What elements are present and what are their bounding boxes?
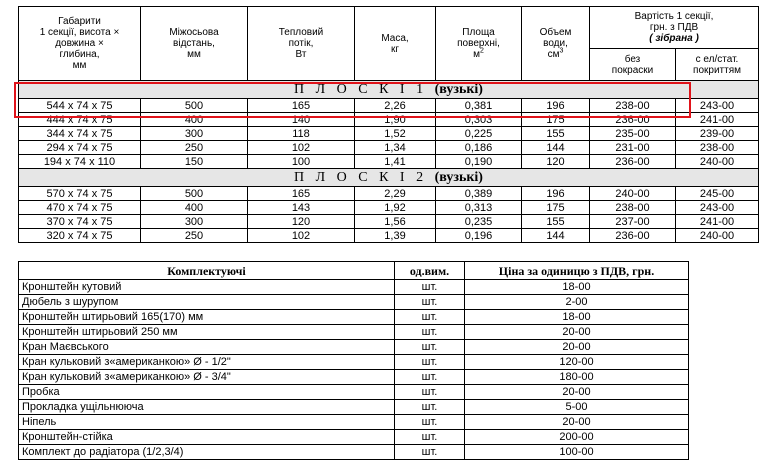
table-cell: 0,186: [436, 141, 522, 155]
table-cell: 1,34: [355, 141, 436, 155]
accessory-name: Пробка: [19, 385, 395, 400]
group-title-text: П Л О С К І 2: [294, 169, 428, 185]
accessory-name: Кронштейн штирьовий 165(170) мм: [19, 310, 395, 325]
header-axis-distance: Міжосьова відстань, мм: [141, 7, 248, 81]
table-cell: 294 x 74 x 75: [19, 141, 141, 155]
accessory-row: [19, 430, 689, 445]
table-cell: 2,29: [355, 187, 436, 201]
table-cell: 102: [248, 229, 355, 243]
accessory-row: [19, 355, 689, 370]
header-unit: од.вим.: [395, 262, 465, 280]
table-cell: 1,56: [355, 215, 436, 229]
header-heat-output: Тепловий потік, Вт: [248, 7, 355, 81]
table-cell: 0,313: [436, 201, 522, 215]
table-cell: 231-00: [590, 141, 676, 155]
table-cell: 344 x 74 x 75: [19, 127, 141, 141]
table-cell: 1,52: [355, 127, 436, 141]
accessory-row: [19, 400, 689, 415]
table-cell: 0,303: [436, 113, 522, 127]
table-cell: 570 x 74 x 75: [19, 187, 141, 201]
table-cell: 240-00: [676, 229, 759, 243]
group-title-suffix: (вузькі): [434, 81, 483, 97]
accessory-name: Ніпель: [19, 415, 395, 430]
group-title: [19, 81, 759, 99]
table-cell: 1,92: [355, 201, 436, 215]
table-cell: 370 x 74 x 75: [19, 215, 141, 229]
table-cell: 144: [522, 229, 590, 243]
accessory-unit: шт.: [395, 415, 465, 430]
table-row: [19, 141, 759, 155]
table-cell: 239-00: [676, 127, 759, 141]
table-cell: 320 x 74 x 75: [19, 229, 141, 243]
table-cell: 245-00: [676, 187, 759, 201]
table-cell: 0,196: [436, 229, 522, 243]
group-title: [19, 169, 759, 187]
accessory-row: [19, 295, 689, 310]
table-cell: 250: [141, 229, 248, 243]
accessory-price: 5-00: [465, 400, 689, 415]
accessory-price: 18-00: [465, 280, 689, 295]
accessory-name: Кронштейн-стійка: [19, 430, 395, 445]
table-cell: 150: [141, 155, 248, 169]
header-price-plain: без покраски: [590, 49, 676, 81]
table-cell: 400: [141, 113, 248, 127]
header-price: Вартість 1 секції, грн. з ПДВ ( зібрана ): [590, 7, 759, 49]
table-cell: 243-00: [676, 201, 759, 215]
accessory-row: [19, 280, 689, 295]
table-cell: 544 x 74 x 75: [19, 99, 141, 113]
table-cell: 235-00: [590, 127, 676, 141]
table-cell: 165: [248, 99, 355, 113]
accessory-unit: шт.: [395, 400, 465, 415]
accessory-unit: шт.: [395, 280, 465, 295]
accessory-row: [19, 445, 689, 460]
table-row: [19, 229, 759, 243]
table-row: [19, 215, 759, 229]
table-cell: 0,190: [436, 155, 522, 169]
table-cell: 120: [522, 155, 590, 169]
accessory-name: Кран кульковий з«американкою» Ø - 1/2": [19, 355, 395, 370]
table-cell: 175: [522, 201, 590, 215]
table-cell: 500: [141, 99, 248, 113]
accessories-table: [18, 261, 689, 460]
group-title-suffix: (вузькі): [434, 169, 483, 185]
accessory-name: Кронштейн кутовий: [19, 280, 395, 295]
accessory-name: Кран Маєвського: [19, 340, 395, 355]
table-cell: 118: [248, 127, 355, 141]
header-dimensions: Габарити 1 секції, висота × довжина × глибина, мм: [19, 7, 141, 81]
table-cell: 140: [248, 113, 355, 127]
table-cell: 241-00: [676, 215, 759, 229]
table-cell: 196: [522, 187, 590, 201]
accessory-unit: шт.: [395, 340, 465, 355]
accessory-row: [19, 385, 689, 400]
accessory-unit: шт.: [395, 385, 465, 400]
table-cell: 0,389: [436, 187, 522, 201]
table-cell: 0,235: [436, 215, 522, 229]
group-header-row: [19, 169, 759, 187]
table-cell: 236-00: [590, 229, 676, 243]
table-cell: 238-00: [676, 141, 759, 155]
table-cell: 102: [248, 141, 355, 155]
table-cell: 165: [248, 187, 355, 201]
table-row: [19, 187, 759, 201]
table-cell: 241-00: [676, 113, 759, 127]
header-price-note: ( зібрана ): [649, 33, 699, 45]
accessory-price: 20-00: [465, 385, 689, 400]
table-cell: 400: [141, 201, 248, 215]
accessory-price: 180-00: [465, 370, 689, 385]
accessory-name: Комплект до радіатора (1/2,3/4): [19, 445, 395, 460]
accessory-row: [19, 310, 689, 325]
accessory-price: 20-00: [465, 415, 689, 430]
header-surface-area: Площа поверхні, $м^2$: [436, 7, 522, 81]
header-water-volume: Объем води, $см^3$: [522, 7, 590, 81]
table-cell: 2,26: [355, 99, 436, 113]
header-mass: Маса, кг: [355, 7, 436, 81]
table-cell: 238-00: [590, 201, 676, 215]
accessory-price: 200-00: [465, 430, 689, 445]
accessory-price: 120-00: [465, 355, 689, 370]
table-cell: 238-00: [590, 99, 676, 113]
table-cell: 143: [248, 201, 355, 215]
table-cell: 196: [522, 99, 590, 113]
accessory-price: 20-00: [465, 325, 689, 340]
table-cell: 155: [522, 215, 590, 229]
accessory-price: 18-00: [465, 310, 689, 325]
table-row: [19, 155, 759, 169]
accessory-unit: шт.: [395, 310, 465, 325]
accessory-unit: шт.: [395, 430, 465, 445]
accessory-name: Кронштейн штирьовий 250 мм: [19, 325, 395, 340]
table-cell: 300: [141, 127, 248, 141]
table-row: [19, 99, 759, 113]
header-unit-price: Ціна за одиницю з ПДВ, грн.: [465, 262, 689, 280]
accessory-price: 2-00: [465, 295, 689, 310]
table-cell: 470 x 74 x 75: [19, 201, 141, 215]
accessory-row: [19, 415, 689, 430]
table-cell: 1,41: [355, 155, 436, 169]
table-row: [19, 127, 759, 141]
accessory-name: Прокладка ущільнююча: [19, 400, 395, 415]
table-cell: 0,225: [436, 127, 522, 141]
group-header-row: [19, 81, 759, 99]
table-cell: 250: [141, 141, 248, 155]
table-cell: 236-00: [590, 113, 676, 127]
table-cell: 240-00: [590, 187, 676, 201]
accessory-unit: шт.: [395, 370, 465, 385]
accessory-price: 20-00: [465, 340, 689, 355]
group-title-text: П Л О С К І 1: [294, 81, 428, 97]
table-cell: 1,90: [355, 113, 436, 127]
table-cell: 120: [248, 215, 355, 229]
accessory-row: [19, 370, 689, 385]
table-cell: 240-00: [676, 155, 759, 169]
accessory-row: [19, 325, 689, 340]
header-accessory-name: Комплектуючі: [19, 262, 395, 280]
accessory-row: [19, 340, 689, 355]
table-cell: 175: [522, 113, 590, 127]
table-cell: 0,381: [436, 99, 522, 113]
table-cell: 243-00: [676, 99, 759, 113]
table-row: [19, 113, 759, 127]
accessory-unit: шт.: [395, 355, 465, 370]
accessory-name: Кран кульковий з«американкою» Ø - 3/4": [19, 370, 395, 385]
table-cell: 300: [141, 215, 248, 229]
accessory-unit: шт.: [395, 325, 465, 340]
table-cell: 100: [248, 155, 355, 169]
accessory-unit: шт.: [395, 445, 465, 460]
table-cell: 144: [522, 141, 590, 155]
table-cell: 155: [522, 127, 590, 141]
table-cell: 237-00: [590, 215, 676, 229]
table-cell: 236-00: [590, 155, 676, 169]
table-cell: 444 x 74 x 75: [19, 113, 141, 127]
table-cell: 1,39: [355, 229, 436, 243]
header-price-painted: с ел/стат. покриттям: [676, 49, 759, 81]
accessory-unit: шт.: [395, 295, 465, 310]
table-row: [19, 201, 759, 215]
accessory-price: 100-00: [465, 445, 689, 460]
table-cell: 194 x 74 x 110: [19, 155, 141, 169]
table-cell: 500: [141, 187, 248, 201]
accessory-name: Дюбель з шурупом: [19, 295, 395, 310]
radiator-specs-table: [18, 6, 759, 243]
